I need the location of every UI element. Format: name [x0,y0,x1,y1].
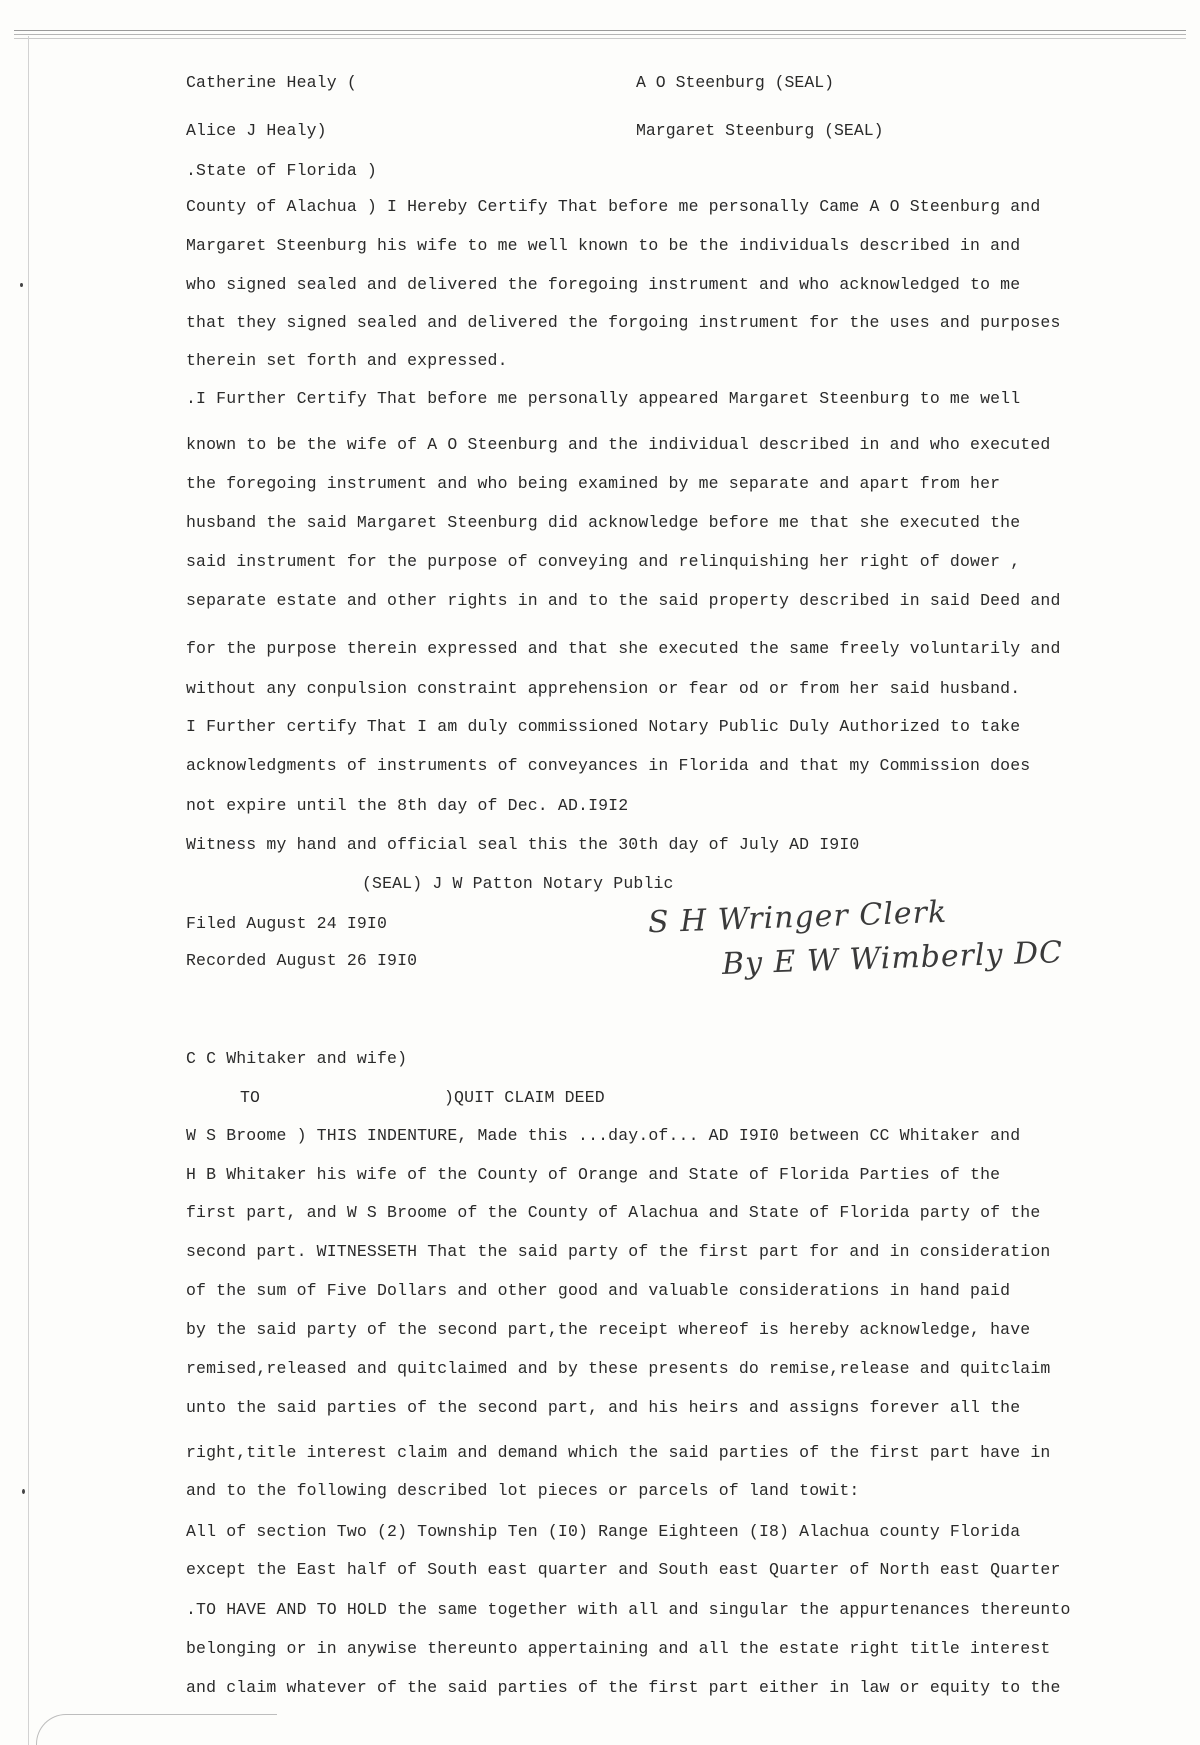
scan-speck [20,283,23,287]
deed-title: )QUIT CLAIM DEED [444,1088,605,1107]
acknowledgment-line: .State of Florida ) [186,161,377,180]
notary-signature-line: (SEAL) J W Patton Notary Public [362,874,674,893]
acknowledgment-line: separate estate and other rights in and to the said property described in said Deed and [186,591,1061,610]
acknowledgment-line: that they signed sealed and delivered the forgoing instrument for the uses and purposes [186,313,1061,332]
acknowledgment-line: the foregoing instrument and who being examined by me separate and apart from her [186,474,1001,493]
filed-date: Filed August 24 I9I0 [186,914,388,933]
deed-line: and claim whatever of the said parties of the first part either in law or equity to the [186,1678,1061,1697]
deed-line: by the said party of the second part,the receipt whereof is hereby acknowledge, have [186,1320,1031,1339]
acknowledgment-line: husband the said Margaret Steenburg did acknowledge before me that she executed the [186,513,1021,532]
deed-line: belonging or in anywise thereunto appertaining and all the estate right title interest [186,1639,1051,1658]
deed-to: TO [240,1088,261,1107]
acknowledgment-line: County of Alachua ) I Hereby Certify That before me personally Came A O Steenburg and [186,197,1041,216]
deed-line: second part. WITNESSETH That the said party of the first part for and in consideration [186,1242,1051,1261]
acknowledgment-line: Margaret Steenburg his wife to me well known to be the individuals described in and [186,236,1021,255]
deed-line: first part, and W S Broome of the County of Alachua and State of Florida party of the [186,1203,1041,1222]
deed-line: of the sum of Five Dollars and other good and valuable considerations in hand paid [186,1281,1011,1300]
acknowledgment-line: without any conpulsion constraint apprehension or fear od or from her said husband. [186,679,1021,698]
deed-line: right,title interest claim and demand which the said parties of the first part have in [186,1443,1051,1462]
deed-line: W S Broome ) THIS INDENTURE, Made this ...day.of... AD I9I0 between CC Whitaker and [186,1126,1021,1145]
signer-name: Catherine Healy ( [186,73,357,92]
deed-line: remised,released and quitclaimed and by these presents do remise,release and quitclaim [186,1359,1051,1378]
deed-line: and to the following described lot pieces or parcels of land towit: [186,1481,860,1500]
acknowledgment-line: acknowledgments of instruments of conveyances in Florida and that my Commission does [186,756,1031,775]
acknowledgment-line: said instrument for the purpose of conveying and relinquishing her right of dower , [186,552,1021,571]
acknowledgment-line: who signed sealed and delivered the foregoing instrument and who acknowledged to me [186,275,1021,294]
signer-name: Alice J Healy) [186,121,327,140]
acknowledgment-line: .I Further Certify That before me personally appeared Margaret Steenburg to me well [186,389,1021,408]
acknowledgment-line: therein set forth and expressed. [186,351,508,370]
signer-seal: A O Steenburg (SEAL) [636,73,835,92]
acknowledgment-line: not expire until the 8th day of Dec. AD.I9I2 [186,796,629,815]
deed-parties: C C Whitaker and wife) [186,1049,408,1068]
acknowledgment-line: for the purpose therein expressed and that she executed the same freely voluntarily and [186,639,1061,658]
page-corner-mark [36,1714,277,1745]
top-border-line [14,34,1186,35]
deed-line: .TO HAVE AND TO HOLD the same together with all and singular the appurtenances thereunto [186,1600,1071,1619]
deed-line: except the East half of South east quarter and South east Quarter of North east Quarter [186,1560,1061,1579]
scan-speck [22,1489,25,1494]
deed-line: unto the said parties of the second part, and his heirs and assigns forever all the [186,1398,1021,1417]
top-border-line [14,30,1186,31]
acknowledgment-line: Witness my hand and official seal this the 30th day of July AD I9I0 [186,835,860,854]
acknowledgment-line: known to be the wife of A O Steenburg and the individual described in and who executed [186,435,1051,454]
page-edge [28,36,29,1745]
signer-seal: Margaret Steenburg (SEAL) [636,121,884,140]
clerk-signature: S H Wringer Clerk [647,894,948,941]
deed-line: H B Whitaker his wife of the County of Orange and State of Florida Parties of the [186,1165,1001,1184]
acknowledgment-line: I Further certify That I am duly commissioned Notary Public Duly Authorized to take [186,717,1021,736]
top-border-line [14,38,1186,39]
deed-line: All of section Two (2) Township Ten (I0) Range Eighteen (I8) Alachua county Florida [186,1522,1021,1541]
deputy-clerk-signature: By E W Wimberly DC [721,935,1064,982]
recorded-date: Recorded August 26 I9I0 [186,951,418,970]
